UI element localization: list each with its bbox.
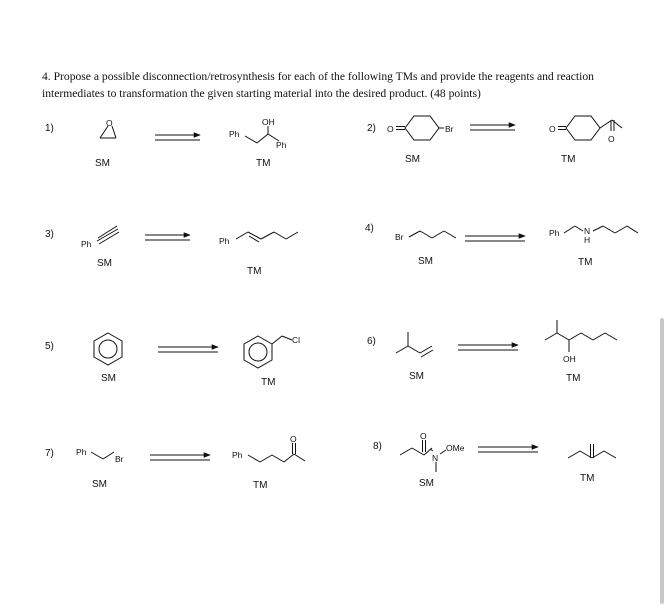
sm-4-bromobutane [409,231,456,238]
reaction-arrow-5 [158,347,218,352]
question-text: 4. Propose a possible disconnection/retrosynthesis for each of the following TMs and provide the reagents and reaction intermediates to transformation the given starting material into the desired product. (48 points) [42,70,594,100]
sm-label-4: SM [418,256,433,267]
sm-7-bromide [91,452,114,459]
tm-label-1: TM [256,158,271,169]
atom-o-2c: O [608,134,615,144]
atom-cl-5: Cl [292,335,301,345]
sm-label-1: SM [95,158,110,169]
problem-number-6: 6) [367,336,376,347]
sm-3-phenylacetylene [97,226,119,244]
atom-br-2: Br [445,124,454,134]
sm-label-3: SM [97,258,112,269]
tm-7-ketone [248,443,305,462]
reaction-arrow-1 [155,135,200,140]
atom-ph-7b: Ph [232,450,243,460]
sm-6-alkene [396,332,433,357]
atom-n-4: N [584,226,591,236]
sm-label-2: SM [405,154,420,165]
sm-8-weinreb-amide [400,440,446,472]
problem-number-2: 2) [367,123,376,134]
tm-6-alcohol [545,320,617,352]
atom-ome-8: OMe [446,443,465,453]
atom-ph-1a: Ph [229,129,240,139]
atom-oh-6: OH [563,354,576,364]
sm-5-benzene [94,333,122,365]
tm-label-2: TM [561,154,576,165]
atom-ph-1b: Ph [276,140,287,150]
atom-ph-3b: Ph [219,236,230,246]
tm-8-alkene [568,444,616,458]
atom-o-2b: O [549,124,556,134]
problem-number-8: 8) [373,441,382,452]
reaction-arrow-7 [150,455,210,460]
sm-label-5: SM [101,373,116,384]
problem-number-7: 7) [45,448,54,459]
atom-br-4: Br [395,232,404,242]
atom-ph-4: Ph [549,228,560,238]
atom-o-7: O [290,434,297,444]
atom-h-4: H [584,235,591,245]
problem-number-5: 5) [45,341,54,352]
problem-number-3: 3) [45,229,54,240]
sm-label-7: SM [92,479,107,490]
tm-label-8: TM [580,473,595,484]
reaction-arrow-4 [465,236,525,241]
atom-o-2a: O [387,124,394,134]
atom-br-7: Br [115,454,124,464]
problem-number-1: 1) [45,123,54,134]
problem-number-4: 4) [365,223,374,234]
sm-label-8: SM [419,478,434,489]
tm-3-alkene [236,232,298,242]
atom-o-1: O [106,118,113,128]
atom-ph-7a: Ph [76,447,87,457]
tm-label-3: TM [247,266,262,277]
atom-ph-3a: Ph [81,239,92,249]
scrollbar[interactable] [660,318,664,604]
reaction-arrow-2 [470,125,515,130]
tm-4-amine [564,226,638,233]
tm-5-benzyl-chloride [244,336,292,368]
tm-1-diphenylpropanol [245,126,279,143]
atom-o-8: O [420,431,427,441]
atom-oh-1: OH [262,117,275,127]
tm-label-6: TM [566,373,581,384]
sm-label-6: SM [409,371,424,382]
tm-label-4: TM [578,257,593,268]
atom-n-8: N [432,453,439,463]
reaction-arrow-8 [478,447,538,452]
sm-2-cyclohexanone [396,116,444,140]
tm-label-7: TM [253,480,268,491]
reaction-arrow-3 [145,235,190,240]
reaction-arrow-6 [458,345,518,350]
tm-label-5: TM [261,377,276,388]
